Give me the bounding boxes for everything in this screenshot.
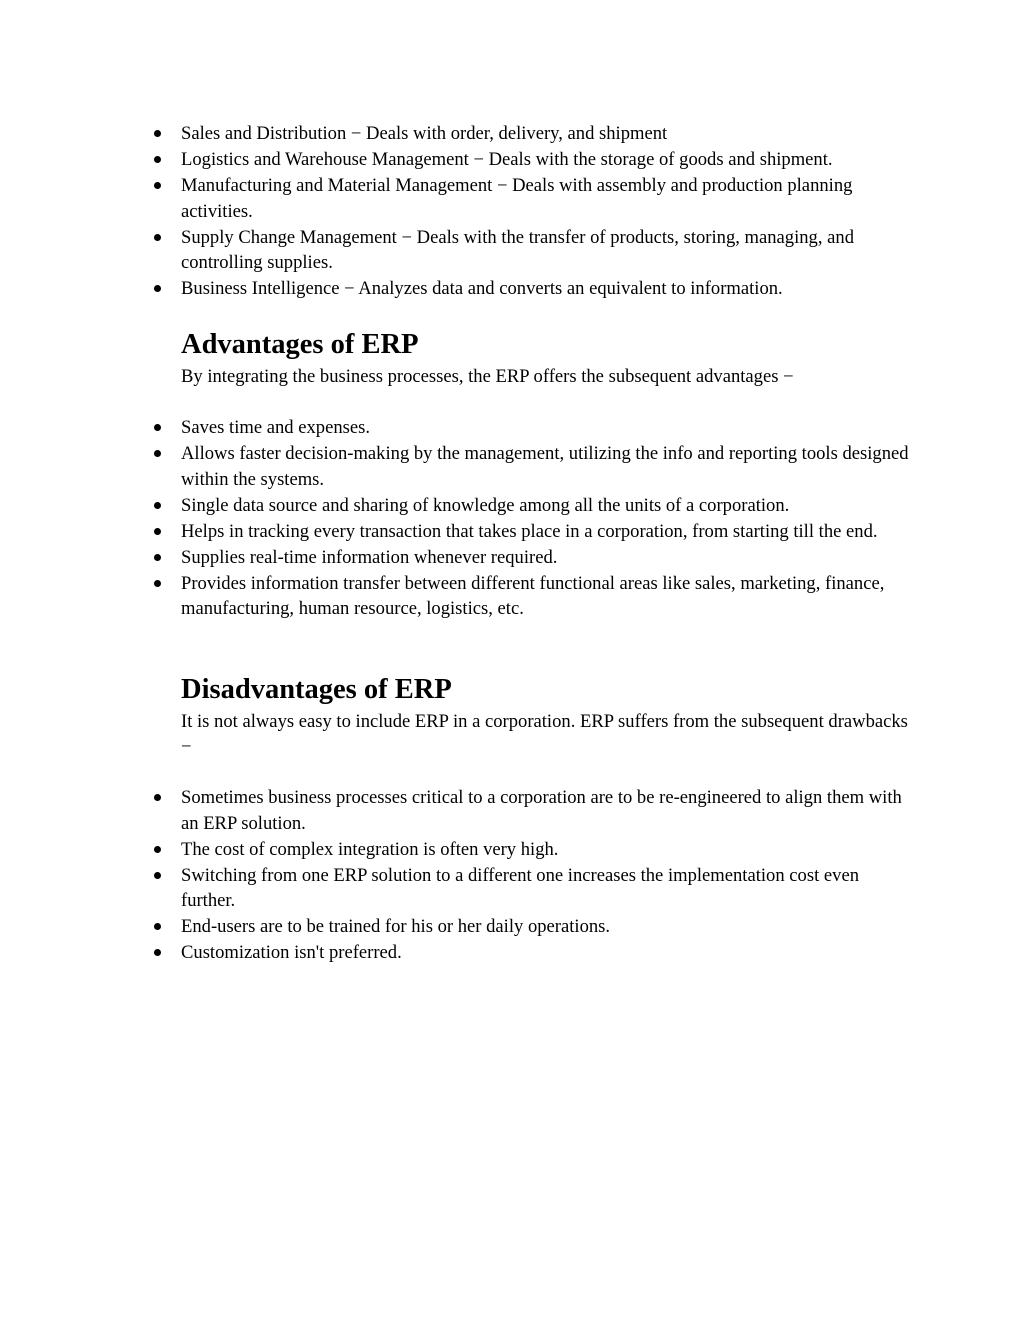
list-item-text: Logistics and Warehouse Management − Deals with the storage of goods and shipment.: [181, 149, 833, 170]
list-item: [181, 493, 911, 519]
list-item: [181, 545, 911, 571]
advantages-intro: By integrating the business processes, the ERP offers the subsequent advantages −: [181, 366, 794, 387]
advantages-list: [181, 415, 911, 622]
list-item-text: Saves time and expenses.: [181, 417, 370, 438]
list-item: [181, 415, 911, 441]
list-item: [181, 121, 911, 147]
list-item-text: Business Intelligence − Analyzes data and converts an equivalent to information.: [181, 278, 783, 299]
list-item: [181, 441, 911, 492]
bullet-icon: [154, 794, 161, 801]
list-item-text: Helps in tracking every transaction that takes place in a corporation, from starting till the end.: [181, 520, 878, 542]
list-item-text: Switching from one ERP solution to a different one increases the implementation cost even further.: [181, 864, 859, 911]
bullet-icon: [154, 182, 161, 189]
list-item-text: Sales and Distribution − Deals with order, delivery, and shipment: [181, 123, 668, 144]
bullet-icon: [154, 872, 161, 879]
bullet-icon: [154, 502, 161, 509]
list-item-text: Single data source and sharing of knowledge among all the units of a corporation.: [181, 494, 790, 516]
bullet-icon: [154, 580, 161, 587]
advantages-heading: Advantages of ERP: [181, 329, 419, 360]
list-item: [181, 940, 911, 966]
bullet-icon: [154, 130, 161, 137]
bullet-icon: [154, 846, 161, 853]
disadvantages-heading: Disadvantages of ERP: [181, 674, 452, 705]
bullet-icon: [154, 424, 161, 431]
list-item-text: Supply Change Management − Deals with the transfer of products, storing, managing, and controlling supplies.: [181, 226, 854, 273]
bullet-icon: [154, 528, 161, 535]
disadvantages-list: [181, 785, 911, 966]
bullet-icon: [154, 285, 161, 292]
bullet-icon: [154, 949, 161, 956]
list-item-text: Provides information transfer between different functional areas like sales, marketing, finance, manufacturing, human resource, logistics, etc.: [181, 572, 885, 619]
list-item-text: Supplies real-time information whenever required.: [181, 546, 558, 568]
list-item: [181, 173, 911, 224]
list-item-text: Manufacturing and Material Management − Deals with assembly and production planning activities.: [181, 175, 853, 222]
list-item: [181, 147, 911, 173]
list-item: [181, 837, 911, 863]
bullet-icon: [154, 554, 161, 561]
list-item: [181, 863, 911, 914]
list-item-text: End-users are to be trained for his or her daily operations.: [181, 916, 611, 937]
list-item-text: The cost of complex integration is often very high.: [181, 838, 559, 860]
list-item: [181, 519, 911, 545]
bullet-icon: [154, 156, 161, 163]
list-item: [181, 914, 911, 940]
bullet-icon: [154, 234, 161, 241]
bullet-icon: [154, 923, 161, 930]
disadvantages-intro: It is not always easy to include ERP in a corporation. ERP suffers from the subsequent drawbacks −: [181, 711, 908, 757]
list-item: [181, 571, 911, 622]
list-item-text: Customization isn't preferred.: [181, 942, 402, 963]
list-item: [181, 225, 911, 276]
bullet-icon: [154, 450, 161, 457]
list-item: [181, 785, 911, 836]
modules-list: [181, 121, 911, 302]
list-item: [181, 276, 911, 302]
list-item-text: Sometimes business processes critical to a corporation are to be re-engineered to align them with an ERP solution.: [181, 787, 902, 834]
list-item-text: Allows faster decision-making by the management, utilizing the info and reporting tools designed within the systems.: [181, 443, 909, 490]
